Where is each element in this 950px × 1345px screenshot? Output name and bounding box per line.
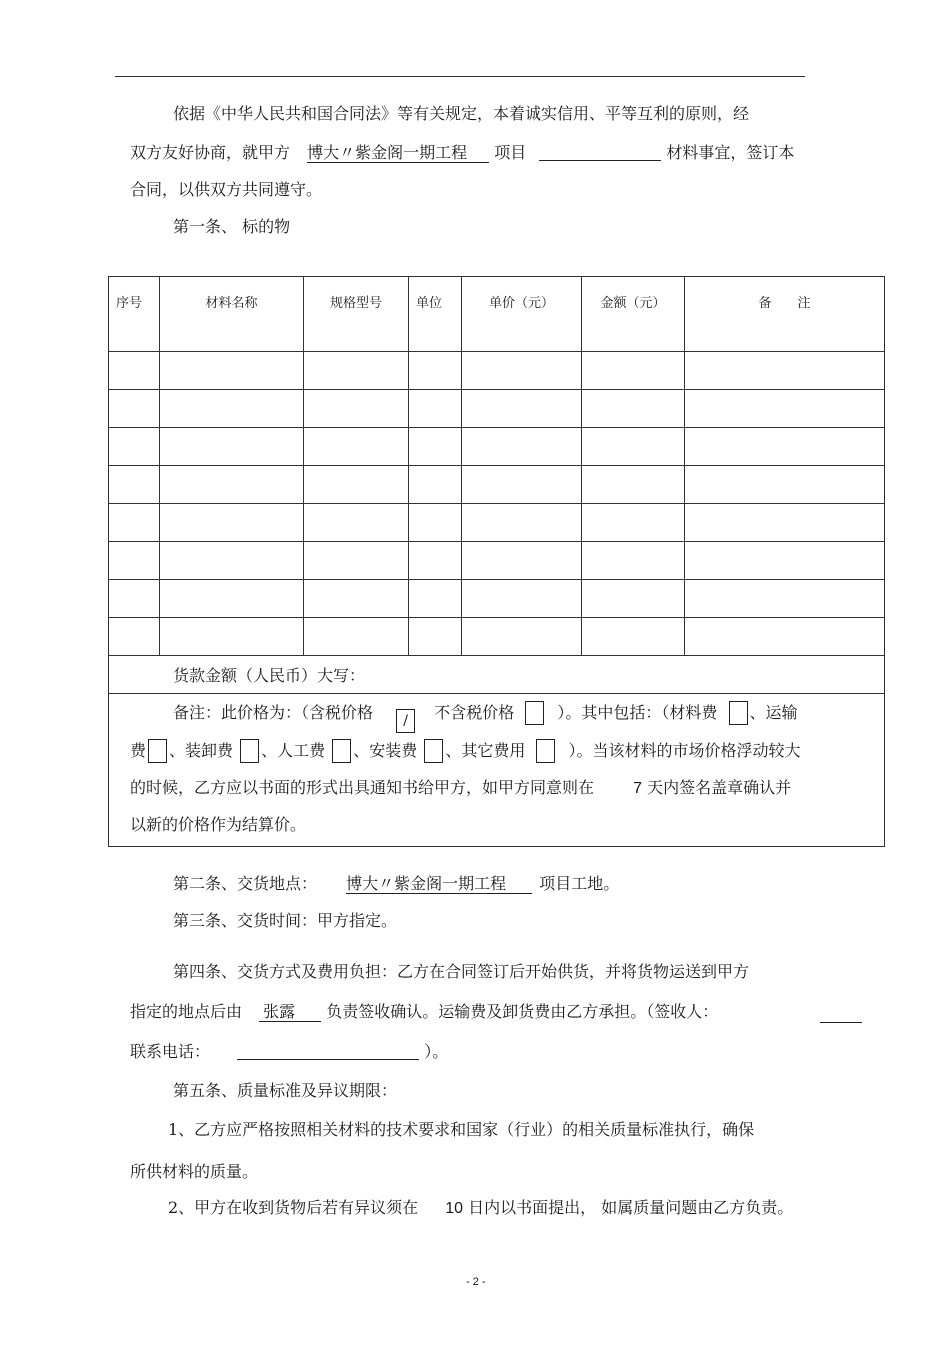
table-cell[interactable] [462,542,582,580]
other-fee-checkbox[interactable] [536,739,555,763]
loading-fee-label: 、装卸费 [169,741,234,760]
table-cell[interactable] [685,504,885,542]
phone-field[interactable] [237,1043,419,1060]
article-3: 第三条、交货时间：甲方指定。 [173,911,398,930]
table-cell[interactable] [109,580,160,618]
header-amount: 金额（元） [582,277,685,352]
article-4-line-1: 第四条、交货方式及费用负担：乙方在合同签订后开始供货，并将货物运送到甲方 [173,962,750,981]
table-cell[interactable] [685,390,885,428]
table-header-row [109,277,885,352]
table-cell[interactable] [685,542,885,580]
table-cell[interactable] [109,504,160,542]
table-cell[interactable] [160,466,304,504]
table-cell[interactable] [109,390,160,428]
table-row [109,390,885,428]
table-cell[interactable] [685,428,885,466]
table-cell[interactable] [109,618,160,656]
article-5-item-2 [168,1198,793,1219]
table-row [109,352,885,390]
table-cell[interactable] [409,580,462,618]
table-cell[interactable] [304,352,409,390]
table-cell[interactable] [304,542,409,580]
table-cell[interactable] [160,618,304,656]
header-remarks: 备 注 [685,277,885,352]
header-unit-price: 单价（元） [462,277,582,352]
intro-line-2-suffix: 材料事宜，签订本 [666,143,795,162]
table-row [109,428,885,466]
intro-line-3: 合同，以供双方共同遵守。 [130,180,323,199]
table-cell[interactable] [685,466,885,504]
table-row [109,580,885,618]
article-4-prefix: 指定的地点后由 [130,1002,243,1021]
header-spec: 规格型号 [304,277,409,352]
table-cell[interactable] [409,466,462,504]
table-cell[interactable] [582,428,685,466]
table-cell[interactable] [304,466,409,504]
fee-label-part: 费 [130,741,147,760]
article-5-item-2-prefix: 2、甲方在收到货物后若有异议须在 [168,1198,419,1217]
loading-fee-checkbox[interactable] [240,739,259,763]
table-cell[interactable] [304,428,409,466]
table-cell[interactable] [685,580,885,618]
tax-excluded-checkbox[interactable] [525,701,544,725]
tax-excluded-label: 不含税价格 [434,703,515,722]
table-cell[interactable] [304,580,409,618]
article-2-suffix: 项目工地。 [539,874,620,893]
note-fluctuation-text: ）。当该材料的市场价格浮动较大 [568,741,801,760]
material-fee-checkbox[interactable] [729,701,748,725]
table-cell[interactable] [409,542,462,580]
intro-line-2-prefix: 双方友好协商，就甲方 [130,143,291,162]
header-material-name: 材料名称 [160,277,304,352]
table-cell[interactable] [160,390,304,428]
signer-blank-field[interactable] [820,1006,862,1023]
note-confirm-text: 天内签名盖章确认并 [647,778,792,797]
note-line-1 [173,701,798,733]
table-cell[interactable] [582,580,685,618]
install-fee-label: 、安装费 [353,741,418,760]
intro-line-1: 依据《中华人民共和国合同法》等有关规定，本着诚实信用、平等互利的原则，经 [173,104,750,123]
intro-line-2-project: 项目 [494,143,527,162]
table-cell[interactable] [160,428,304,466]
note-line-3 [130,778,791,799]
tax-included-checkbox[interactable]: / [396,709,415,733]
table-cell[interactable] [109,428,160,466]
table-cell[interactable] [160,504,304,542]
table-row [109,618,885,656]
article-1-title: 第一条、 标的物 [173,217,291,236]
article-4-line-3 [130,1042,448,1062]
labor-fee-label: 、人工费 [261,741,326,760]
table-cell[interactable] [462,618,582,656]
table-cell[interactable] [160,542,304,580]
table-cell[interactable] [685,618,885,656]
table-row [109,542,885,580]
table-cell[interactable] [582,504,685,542]
table-cell[interactable] [462,504,582,542]
includes-label: ）。其中包括：（材料费 [557,703,718,722]
material-blank-field[interactable] [539,144,661,161]
table-cell[interactable] [409,352,462,390]
transport-fee-checkbox[interactable] [148,739,167,763]
table-cell[interactable] [409,428,462,466]
article-5-item-1-line-2: 所供材料的质量。 [130,1162,259,1181]
table-cell[interactable] [304,504,409,542]
table-cell[interactable] [462,352,582,390]
table-cell[interactable] [409,504,462,542]
table-cell[interactable] [462,466,582,504]
table-cell[interactable] [409,618,462,656]
total-amount-row[interactable] [109,656,885,694]
note-notice-text: 的时候，乙方应以书面的形式出具通知书给甲方，如甲方同意则在 [130,778,595,797]
objection-days: 10 [445,1200,464,1217]
intro-line-2 [130,143,794,163]
article-4-line-2 [130,1002,718,1022]
table-cell[interactable] [109,352,160,390]
labor-fee-checkbox[interactable] [332,739,351,763]
total-amount-label: 货款金额（人民币）大写： [173,666,366,685]
table-cell[interactable] [582,466,685,504]
table-cell[interactable] [685,352,885,390]
table-cell[interactable] [304,618,409,656]
phone-label: 联系电话： [130,1042,211,1061]
article-5-item-1-line-1: 1、乙方应严格按照相关材料的技术要求和国家（行业）的相关质量标准执行，确保 [168,1120,755,1139]
table-cell[interactable] [109,542,160,580]
header-unit: 单位 [409,277,462,352]
article-2 [173,874,619,894]
price-note-cell [109,694,885,847]
note-price-label: 备注：此价格为：（含税价格 [173,703,374,722]
header-index: 序号 [109,277,160,352]
install-fee-checkbox[interactable] [424,739,443,763]
page-number: - 2 - [466,1276,486,1288]
article-5-title: 第五条、质量标准及异议期限： [173,1081,398,1100]
table-row [109,504,885,542]
table-cell[interactable] [582,618,685,656]
table-cell[interactable] [462,390,582,428]
table-cell[interactable] [582,390,685,428]
confirm-days: 7 [633,780,643,797]
table-cell[interactable] [160,580,304,618]
receiver-field[interactable]: 张露 [259,1003,321,1022]
article-4-text: 负责签收确认。运输费及卸货费由乙方承担。（签收人： [326,1002,719,1021]
phone-suffix: ）。 [424,1042,449,1061]
note-line-2 [130,739,801,763]
project-name-field[interactable]: 博大〃紫金阁一期工程 [307,144,489,163]
table-cell[interactable] [462,428,582,466]
article-2-label: 第二条、交货地点： [173,874,318,893]
table-cell[interactable] [409,390,462,428]
table-row [109,466,885,504]
table-cell[interactable] [462,580,582,618]
table-cell[interactable] [582,352,685,390]
header-rule [115,76,805,77]
note-line-4: 以新的价格作为结算价。 [130,815,307,834]
table-cell[interactable] [582,542,685,580]
table-cell[interactable] [109,466,160,504]
goods-table [108,276,885,847]
other-fee-label: 、其它费用 [445,741,526,760]
table-cell[interactable] [160,352,304,390]
article-5-item-2-suffix: 日内以书面提出， 如属质量问题由乙方负责。 [468,1198,794,1217]
transport-label-part: 、运输 [749,703,798,722]
delivery-place-field[interactable]: 博大〃紫金阁一期工程 [346,875,532,894]
table-cell[interactable] [304,390,409,428]
